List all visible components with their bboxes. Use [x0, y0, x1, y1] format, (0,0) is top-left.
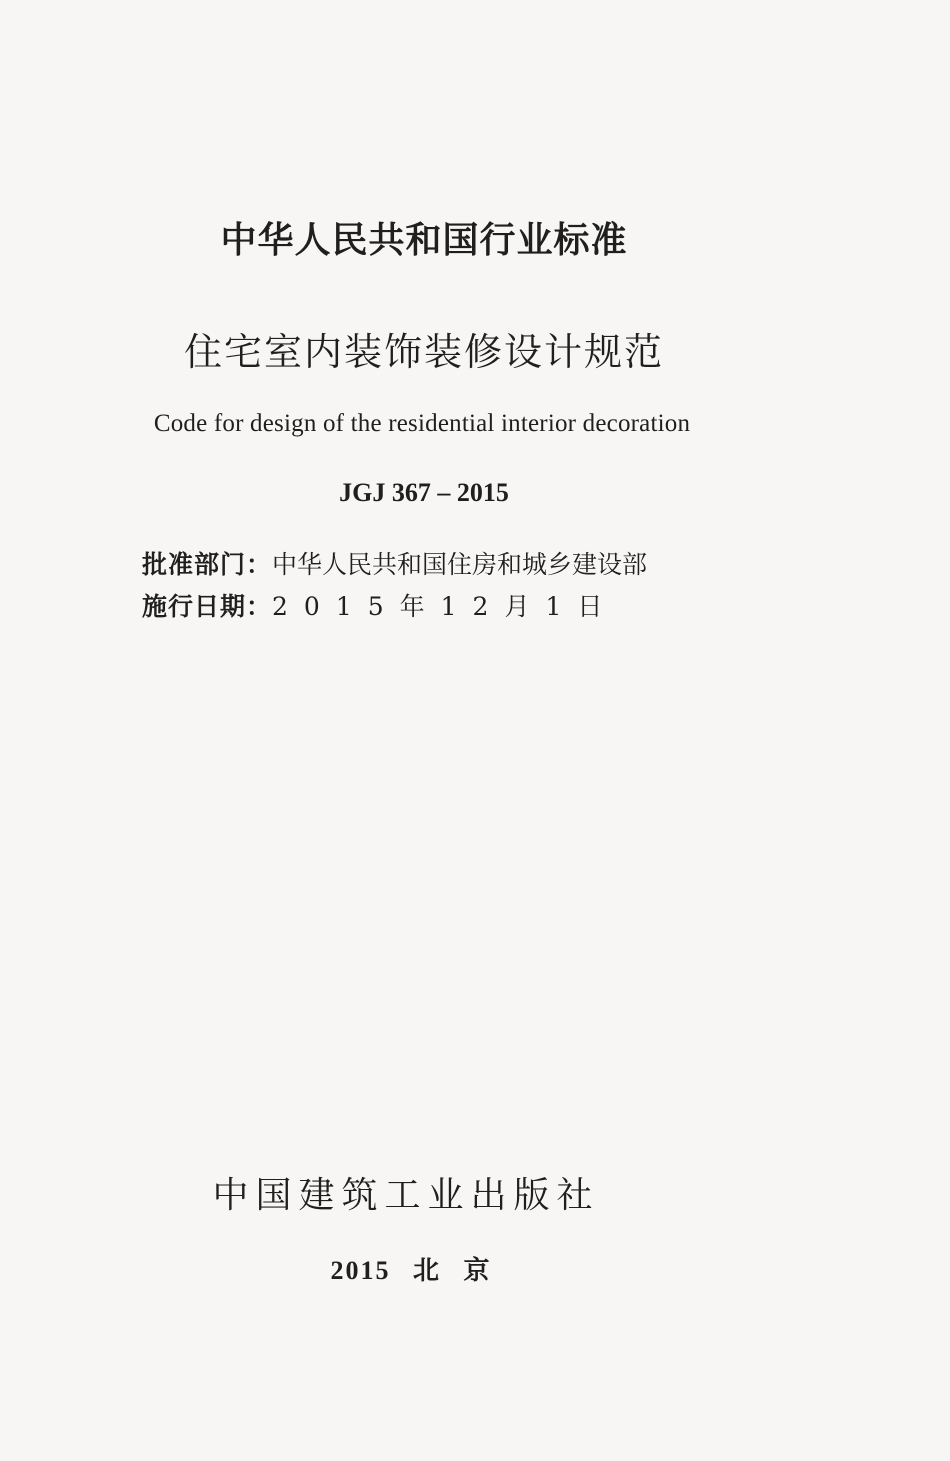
publisher-name: 中国建筑工业出版社: [212, 1175, 600, 1216]
approval-label: 批准部门：: [142, 550, 273, 579]
effective-date-value: 2015年12月1日: [272, 592, 619, 621]
effective-date-row: [142, 594, 618, 619]
approval-value: 中华人民共和国住房和城乡建设部: [272, 550, 648, 579]
approval-department-row: [142, 552, 647, 577]
publication-year-place: 2015 北 京: [330, 1256, 492, 1285]
standard-class-heading: 中华人民共和国行业标准: [220, 220, 628, 261]
standard-code: JGJ 367 – 2015: [339, 478, 509, 507]
effective-date-label: 施行日期：: [142, 592, 273, 621]
document-title-english: Code for design of the residential interior decoration: [153, 410, 691, 437]
document-title-chinese: 住宅室内装饰装修设计规范: [183, 330, 664, 374]
